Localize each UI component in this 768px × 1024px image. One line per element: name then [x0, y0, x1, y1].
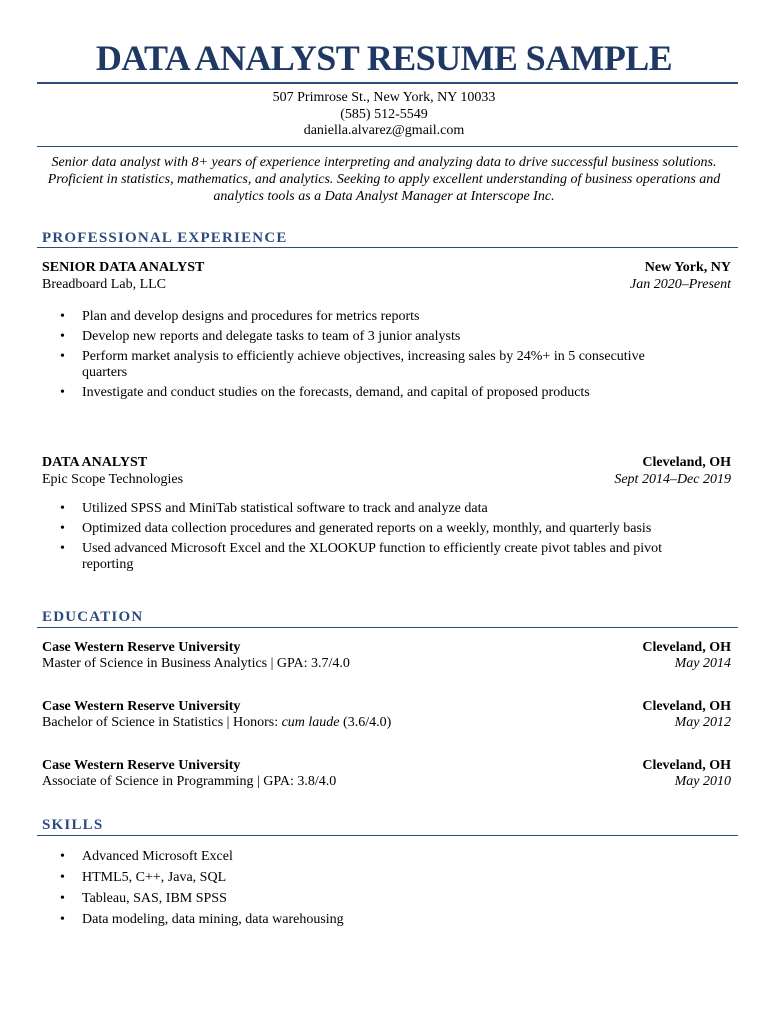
job-entry-senior-data-analyst	[42, 259, 731, 293]
edu-degree-text: Bachelor of Science in Statistics | Honors:	[42, 715, 282, 730]
edu-school: Case Western Reserve University	[42, 758, 241, 773]
job-bullet: • Perform market analysis to efficiently achieve objectives, increasing sales by 24%+ in 5 consecutive quarters	[82, 349, 677, 381]
job-subheader-row	[42, 276, 731, 293]
contact-phone: (585) 512-5549	[340, 106, 428, 122]
edu-school: Case Western Reserve University	[42, 640, 241, 655]
skill-item: • HTML5, C++, Java, SQL	[82, 870, 677, 886]
job-header-row	[42, 259, 731, 276]
job-subheader-row	[42, 471, 731, 488]
job-title: DATA ANALYST	[42, 454, 148, 470]
job-bullet: • Utilized SPSS and MiniTab statistical software to track and analyze data	[82, 501, 677, 517]
section-heading-education: EDUCATION	[42, 609, 144, 625]
job-bullet: • Optimized data collection procedures and generated reports on a weekly, monthly, and quarterly basis	[82, 521, 677, 537]
job-entry-data-analyst	[42, 454, 731, 488]
education-entry	[42, 640, 731, 672]
edu-honors: cum laude	[281, 715, 340, 730]
edu-degree	[42, 715, 391, 731]
title-divider	[37, 82, 738, 84]
edu-degree: Associate of Science in Programming | GPA: 3.8/4.0	[42, 774, 337, 789]
edu-degree: Master of Science in Business Analytics | GPA: 3.7/4.0	[42, 656, 350, 671]
job-location: New York, NY	[644, 259, 731, 275]
job-bullet: • Investigate and conduct studies on the forecasts, demand, and capital of proposed products	[82, 385, 677, 401]
edu-detail-row	[42, 715, 731, 731]
job-dates: Sept 2014–Dec 2019	[614, 471, 731, 487]
skills-list	[82, 849, 677, 933]
edu-date: May 2010	[674, 774, 731, 789]
section-heading-skills: SKILLS	[42, 817, 104, 833]
edu-header-row	[42, 640, 731, 656]
edu-location: Cleveland, OH	[642, 758, 731, 773]
skill-item: • Advanced Microsoft Excel	[82, 849, 677, 865]
edu-header-row	[42, 758, 731, 774]
job-header-row	[42, 454, 731, 471]
section-divider-skills	[37, 835, 738, 837]
job-title: SENIOR DATA ANALYST	[42, 259, 205, 275]
edu-location: Cleveland, OH	[642, 640, 731, 655]
edu-date: May 2014	[674, 656, 731, 671]
contact-address: 507 Primrose St., New York, NY 10033	[272, 90, 496, 105]
skill-item: • Data modeling, data mining, data warehousing	[82, 912, 677, 928]
professional-summary: Senior data analyst with 8+ years of experience interpreting and analyzing data to drive successful business solutions. Proficient in statistics, mathematics, and analytics. Seeking to apply excellent understanding of business operations and analytics tools as a Data Analyst Manager at Interscope Inc.	[47, 154, 721, 204]
job-bullet: • Used advanced Microsoft Excel and the XLOOKUP function to efficiently create pivot tables and pivot reporting	[82, 541, 677, 573]
edu-degree-suffix: (3.6/4.0)	[339, 715, 392, 730]
job-bullet-list	[82, 309, 677, 405]
resume-title: DATA ANALYST RESUME SAMPLE	[95, 38, 673, 78]
education-entry	[42, 758, 731, 790]
edu-detail-row	[42, 774, 731, 790]
section-divider-education	[37, 627, 738, 629]
job-dates: Jan 2020–Present	[630, 276, 731, 292]
skill-item: • Tableau, SAS, IBM SPSS	[82, 891, 677, 907]
job-bullet: • Plan and develop designs and procedures for metrics reports	[82, 309, 677, 325]
education-entry	[42, 699, 731, 731]
job-bullet-list	[82, 501, 677, 577]
edu-date: May 2012	[674, 715, 731, 730]
contact-email: daniella.alvarez@gmail.com	[303, 123, 465, 138]
contact-divider	[37, 146, 738, 147]
job-bullet: • Develop new reports and delegate tasks to team of 3 junior analysts	[82, 329, 677, 345]
job-company: Epic Scope Technologies	[42, 471, 184, 487]
job-company: Breadboard Lab, LLC	[42, 276, 167, 292]
edu-location: Cleveland, OH	[642, 699, 731, 714]
job-location: Cleveland, OH	[642, 454, 731, 470]
contact-info	[0, 90, 768, 140]
edu-header-row	[42, 699, 731, 715]
section-divider-experience	[37, 247, 738, 249]
edu-school: Case Western Reserve University	[42, 699, 241, 714]
edu-detail-row	[42, 656, 731, 672]
section-heading-experience: PROFESSIONAL EXPERIENCE	[42, 230, 288, 246]
